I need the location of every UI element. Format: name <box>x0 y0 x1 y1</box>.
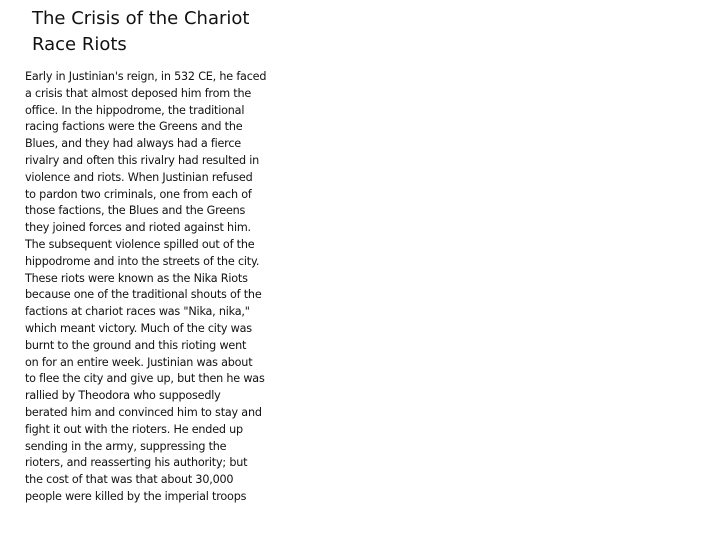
body-line: rioters, and reasserting his authority; but <box>25 456 248 470</box>
body-line: rallied by Theodora who supposedly <box>25 389 221 403</box>
body-line: racing factions were the Greens and the <box>25 120 243 134</box>
body-line: which meant victory. Much of the city was <box>25 321 252 335</box>
body-line: violence and riots. When Justinian refused <box>25 170 253 184</box>
body-line: Early in Justinian's reign, in 532 CE, he faced <box>25 70 267 83</box>
body-line: hippodrome and into the streets of the city. <box>25 254 260 268</box>
body-line: factions at chariot races was "Nika, nika," <box>25 305 250 319</box>
body-line: sending in the army, suppressing the <box>25 439 227 453</box>
body-line: they joined forces and rioted against him. <box>25 221 251 235</box>
body-line: on for an entire week. Justinian was about <box>25 355 253 369</box>
body-line: to pardon two criminals, one from each of <box>25 187 252 201</box>
body-line: rivalry and often this rivalry had resulted in <box>25 153 260 167</box>
body-line: These riots were known as the Nika Riots <box>25 271 248 285</box>
body-line: a crisis that almost deposed him from the <box>25 86 252 100</box>
body-line: office. In the hippodrome, the traditional <box>25 103 245 117</box>
body-paragraph <box>25 69 285 506</box>
body-line: The subsequent violence spilled out of the <box>25 237 255 251</box>
body-line: Blues, and they had always had a fierce <box>25 137 241 151</box>
title-line: Race Riots <box>32 34 127 55</box>
slide-title <box>32 6 362 58</box>
body-line: burnt to the ground and this rioting went <box>25 338 247 352</box>
body-line: to flee the city and give up, but then he was <box>25 372 265 386</box>
title-line: The Crisis of the Chariot <box>32 8 250 29</box>
body-line: berated him and convinced him to stay and <box>25 405 262 419</box>
body-line: fight it out with the rioters. He ended up <box>25 422 243 436</box>
body-line: people were killed by the imperial troops <box>25 489 247 503</box>
body-line: the cost of that was that about 30,000 <box>25 473 234 487</box>
body-line: because one of the traditional shouts of the <box>25 288 262 302</box>
body-line: those factions, the Blues and the Greens <box>25 204 246 218</box>
